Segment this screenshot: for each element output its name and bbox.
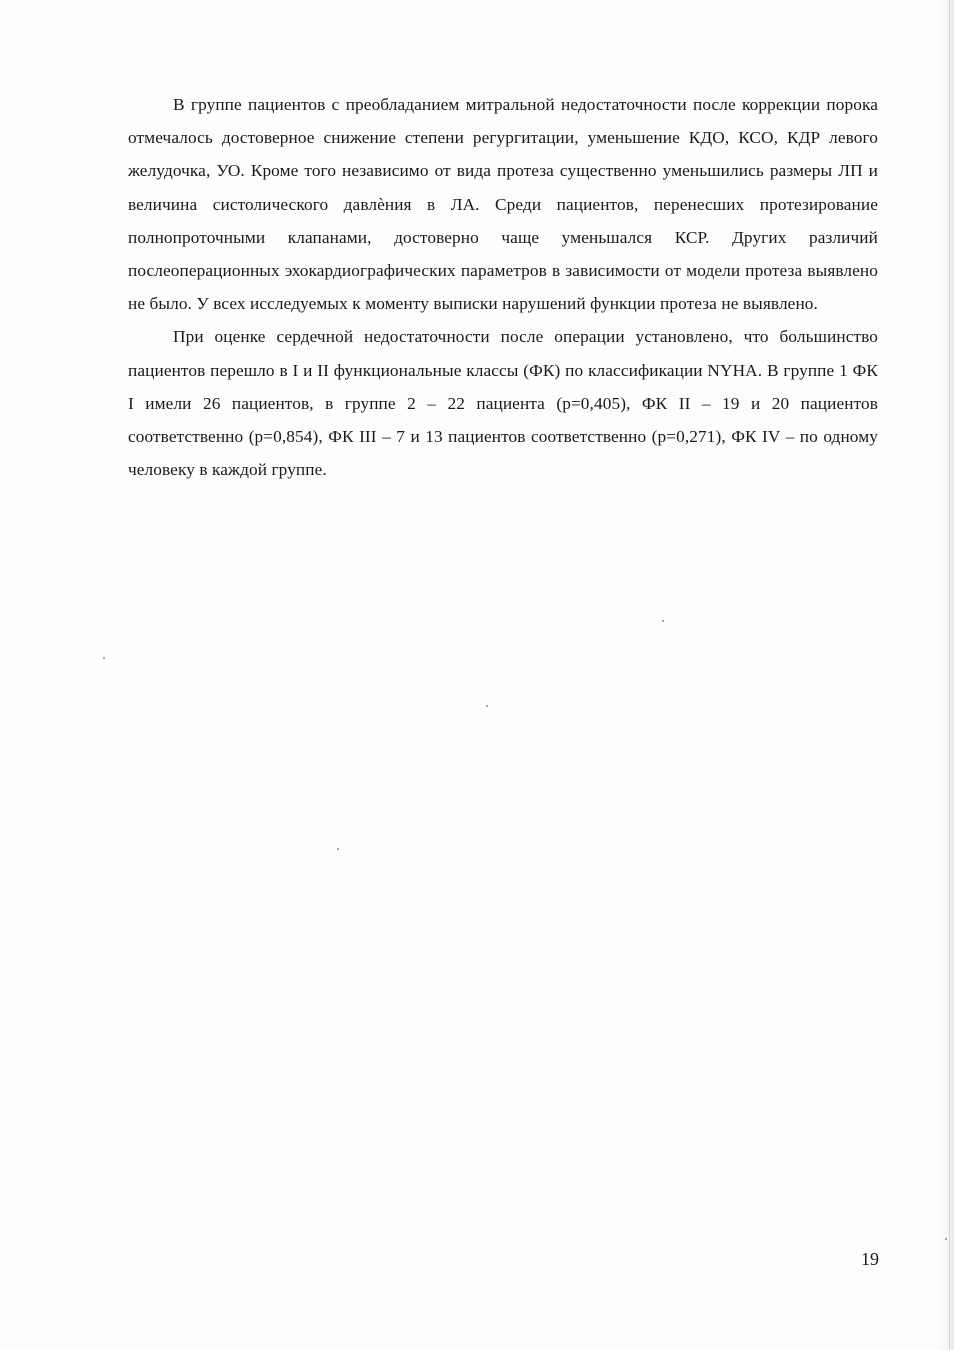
body-text	[128, 88, 878, 486]
paragraph-mitral-insufficiency: В группе пациентов с преобладанием митральной недостаточности после коррекции порока отмечалось достоверное снижение степени регургитации, уменьшение КДО, КСО, КДР левого желудочка, УО. Кроме того независимо от вида протеза существенно уменьшились размеры ЛП и величина систолического давлѐния в ЛА. Среди пациентов, перенесших протезирование полнопроточными клапанами, достоверно чаще уменьшался КСР. Других различий послеоперационных эхокардиографических параметров в зависимости от модели протеза выявлено не было. У всех исследуемых к моменту выписки нарушений функции протеза не выявлено.	[128, 95, 878, 314]
scan-speck	[662, 620, 664, 622]
scan-speck	[945, 1238, 947, 1240]
scan-speck	[103, 657, 105, 659]
paragraph-heart-failure: При оценке сердечной недостаточности после операции установлено, что большинство пациентов перешло в I и II функциональные классы (ФК) по классификации NYHA. В группе 1 ФК I имели 26 пациентов, в группе 2 – 22 пациента (р=0,405), ФК II – 19 и 20 пациентов соответственно (р=0,854), ФК III – 7 и 13 пациентов соответственно (р=0,271), ФК IV – по одному человеку в каждой группе.	[128, 327, 878, 480]
scan-shadow-edge	[940, 0, 954, 1350]
scan-speck	[486, 705, 488, 707]
scan-speck	[337, 848, 339, 850]
scan-edge-line	[949, 0, 950, 1350]
page-number: 19	[861, 1249, 879, 1269]
